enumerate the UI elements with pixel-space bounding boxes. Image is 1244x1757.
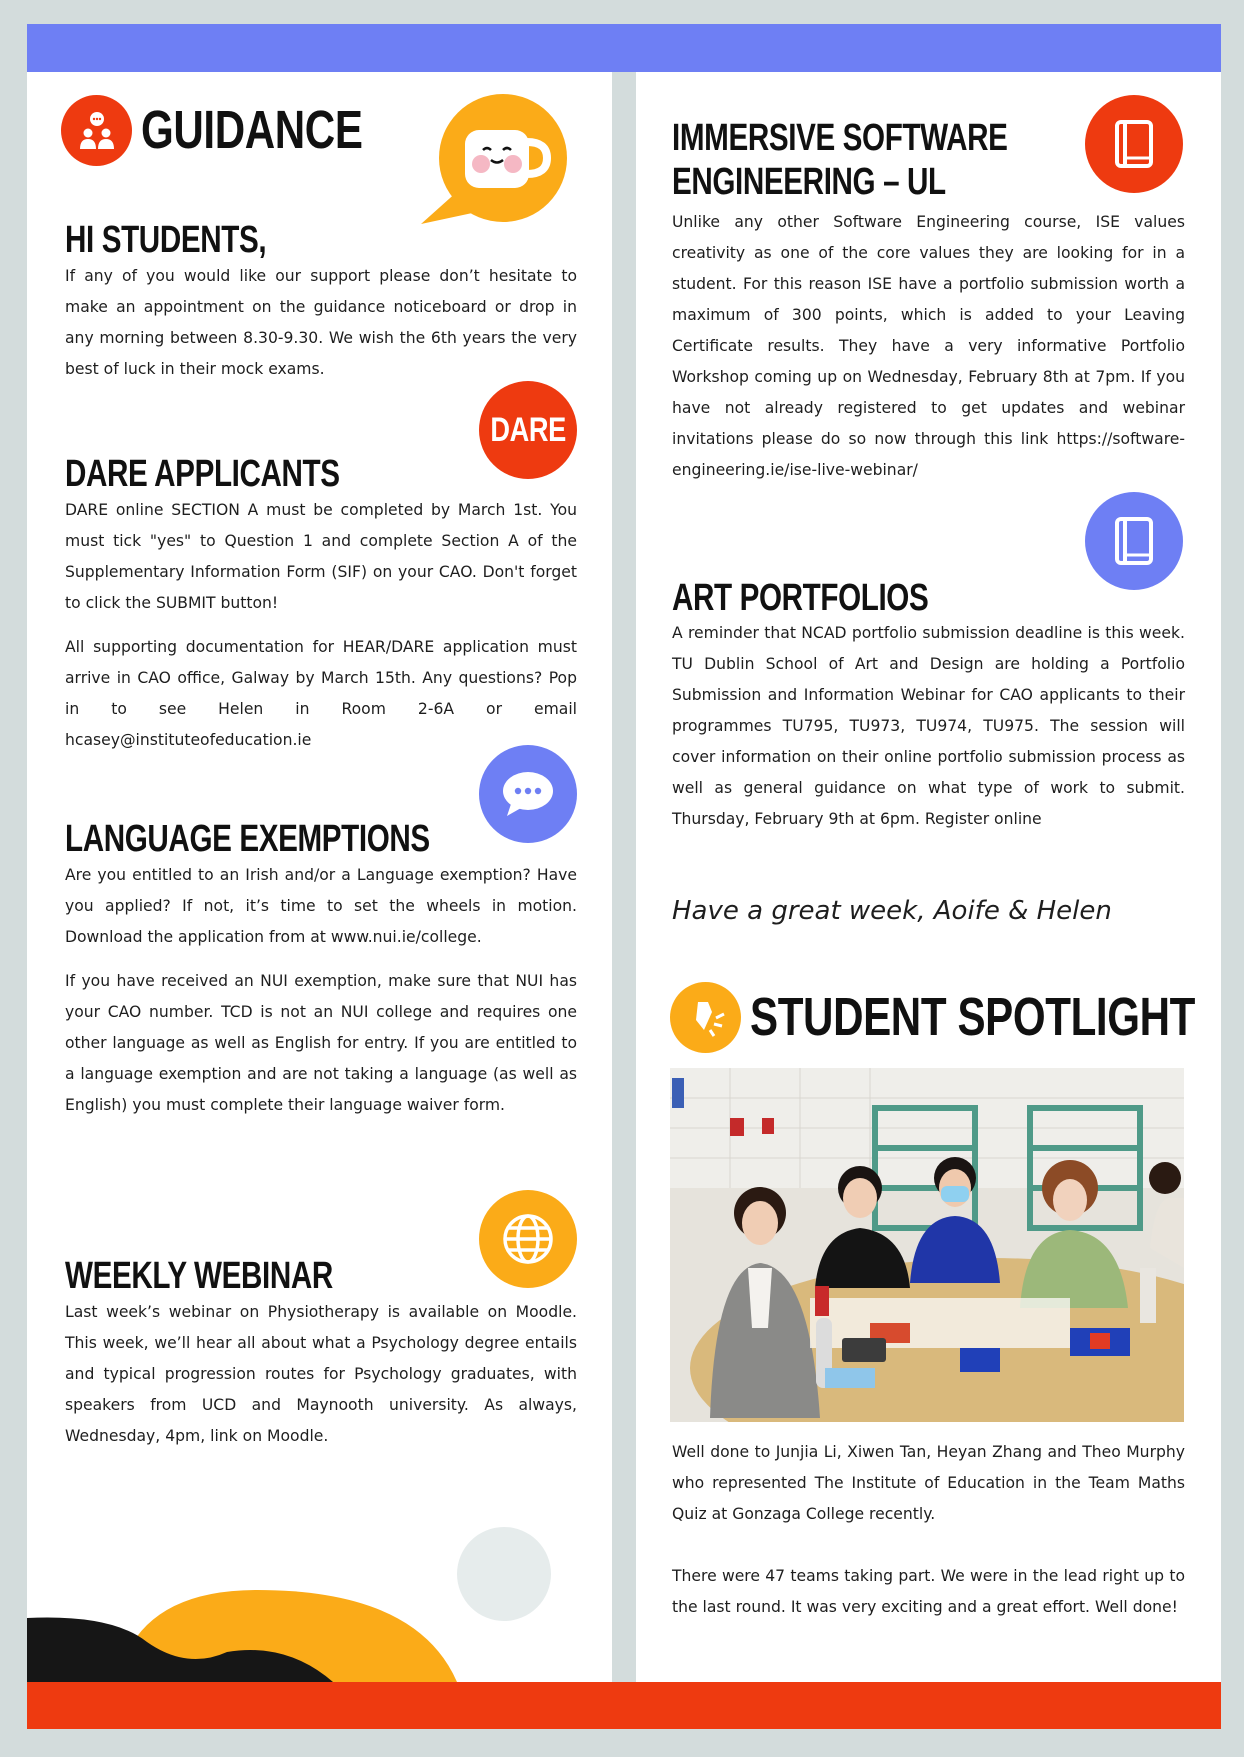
spotlight-body <box>672 1437 1185 1636</box>
signoff: Have a great week, Aoife & Helen <box>672 896 1112 926</box>
book-icon-blue <box>1085 492 1183 590</box>
language-exemptions-heading: LANGUAGE EXEMPTIONS <box>65 818 430 860</box>
guidance-title: GUIDANCE <box>141 100 363 160</box>
art-portfolios-body: A reminder that NCAD portfolio submission deadline is this week. TU Dublin School of Art and Design are holding a Portfolio Submission and Information Webinar for CAO applicants to their programmes TU795, TU973, TU974, TU975. The session will cover information on their online portfolio submission process as well as general guidance on what type of work to submit. Thursday, February 9th at 6pm. Register online <box>672 624 1185 828</box>
ise-body: Unlike any other Software Engineering course, ISE values creativity as one of the core values they are looking for in a student. For this reason ISE have a portfolio submission worth a maximum of 300 points, which is added to your Leaving Certificate results. They have a very informative Portfolio Workshop coming up on Wednesday, February 8th at 7pm. If you have not already registered to get updates and webinar invitations please do so now through this link https://software-engineering.ie/ise-live-webinar/ <box>672 213 1185 479</box>
spotlight-paragraph-1: Well done to Junjia Li, Xiwen Tan, Heyan Zhang and Theo Murphy who represented The Institute of Education in the Team Maths Quiz at Gonzaga College recently. <box>672 1443 1185 1523</box>
coffee-mug-speech-bubble-icon <box>419 94 567 226</box>
team-photo <box>670 1068 1184 1422</box>
ise-heading-line-1: IMMERSIVE SOFTWARE <box>672 117 1008 159</box>
right-column <box>636 72 1221 1682</box>
language-paragraph-1: Are you entitled to an Irish and/or a Language exemption? Have you applied? If not, it’s time to set the wheels in motion. Download the application from at www.nui.ie/college. <box>65 866 577 946</box>
top-banner <box>27 24 1221 72</box>
chat-bubble-icon <box>479 745 577 843</box>
weekly-webinar-heading: WEEKLY WEBINAR <box>65 1255 333 1297</box>
dare-body <box>65 495 577 769</box>
student-spotlight-title: STUDENT SPOTLIGHT <box>750 987 1195 1047</box>
dare-badge-label: DARE <box>490 410 566 449</box>
language-exemptions-body <box>65 860 577 1134</box>
hi-students-heading: HI STUDENTS, <box>65 219 267 261</box>
dare-heading: DARE APPLICANTS <box>65 453 340 495</box>
decorative-shapes <box>27 1492 612 1682</box>
spotlight-paragraph-2: There were 47 teams taking part. We were in the lead right up to the last round. It was very exciting and a great effort. Well done! <box>672 1567 1185 1616</box>
dare-badge <box>479 381 577 479</box>
bottom-banner <box>27 1682 1221 1729</box>
hi-students-body: If any of you would like our support please don’t hesitate to make an appointment on the guidance noticeboard or drop in any morning between 8.30-9.30. We wish the 6th years the very best of luck in their mock exams. <box>65 267 577 378</box>
ise-heading-line-2: ENGINEERING – UL <box>672 161 946 203</box>
guidance-column <box>27 72 612 1682</box>
art-portfolios-heading: ART PORTFOLIOS <box>672 577 929 619</box>
book-icon-red <box>1085 95 1183 193</box>
dare-paragraph-1: DARE online SECTION A must be completed by March 1st. You must tick "yes" to Question 1 and complete Section A of the Supplementary Information Form (SIF) on your CAO. Don't forget to click the SUBMIT button! <box>65 501 577 612</box>
guidance-people-icon <box>61 95 132 166</box>
spotlight-icon <box>670 982 741 1053</box>
weekly-webinar-body: Last week’s webinar on Physiotherapy is available on Moodle. This week, we’ll hear all about what a Psychology degree entails and typical progression routes for Psychology graduates, with speakers from UCD and Maynooth university. As always, Wednesday, 4pm, link on Moodle. <box>65 1303 577 1445</box>
language-paragraph-2: If you have received an NUI exemption, make sure that NUI has your CAO number. TCD is not an NUI college and requires one other language as well as English for entry. If you are entitled to a language exemption and are not taking a language (as well as English) you must complete their language waiver form. <box>65 972 577 1114</box>
globe-icon <box>479 1190 577 1288</box>
dare-paragraph-2: All supporting documentation for HEAR/DARE application must arrive in CAO office, Galway by March 15th. Any questions? Pop in to see Helen in Room 2-6A or email hcasey@instituteofeducation.ie <box>65 638 577 749</box>
